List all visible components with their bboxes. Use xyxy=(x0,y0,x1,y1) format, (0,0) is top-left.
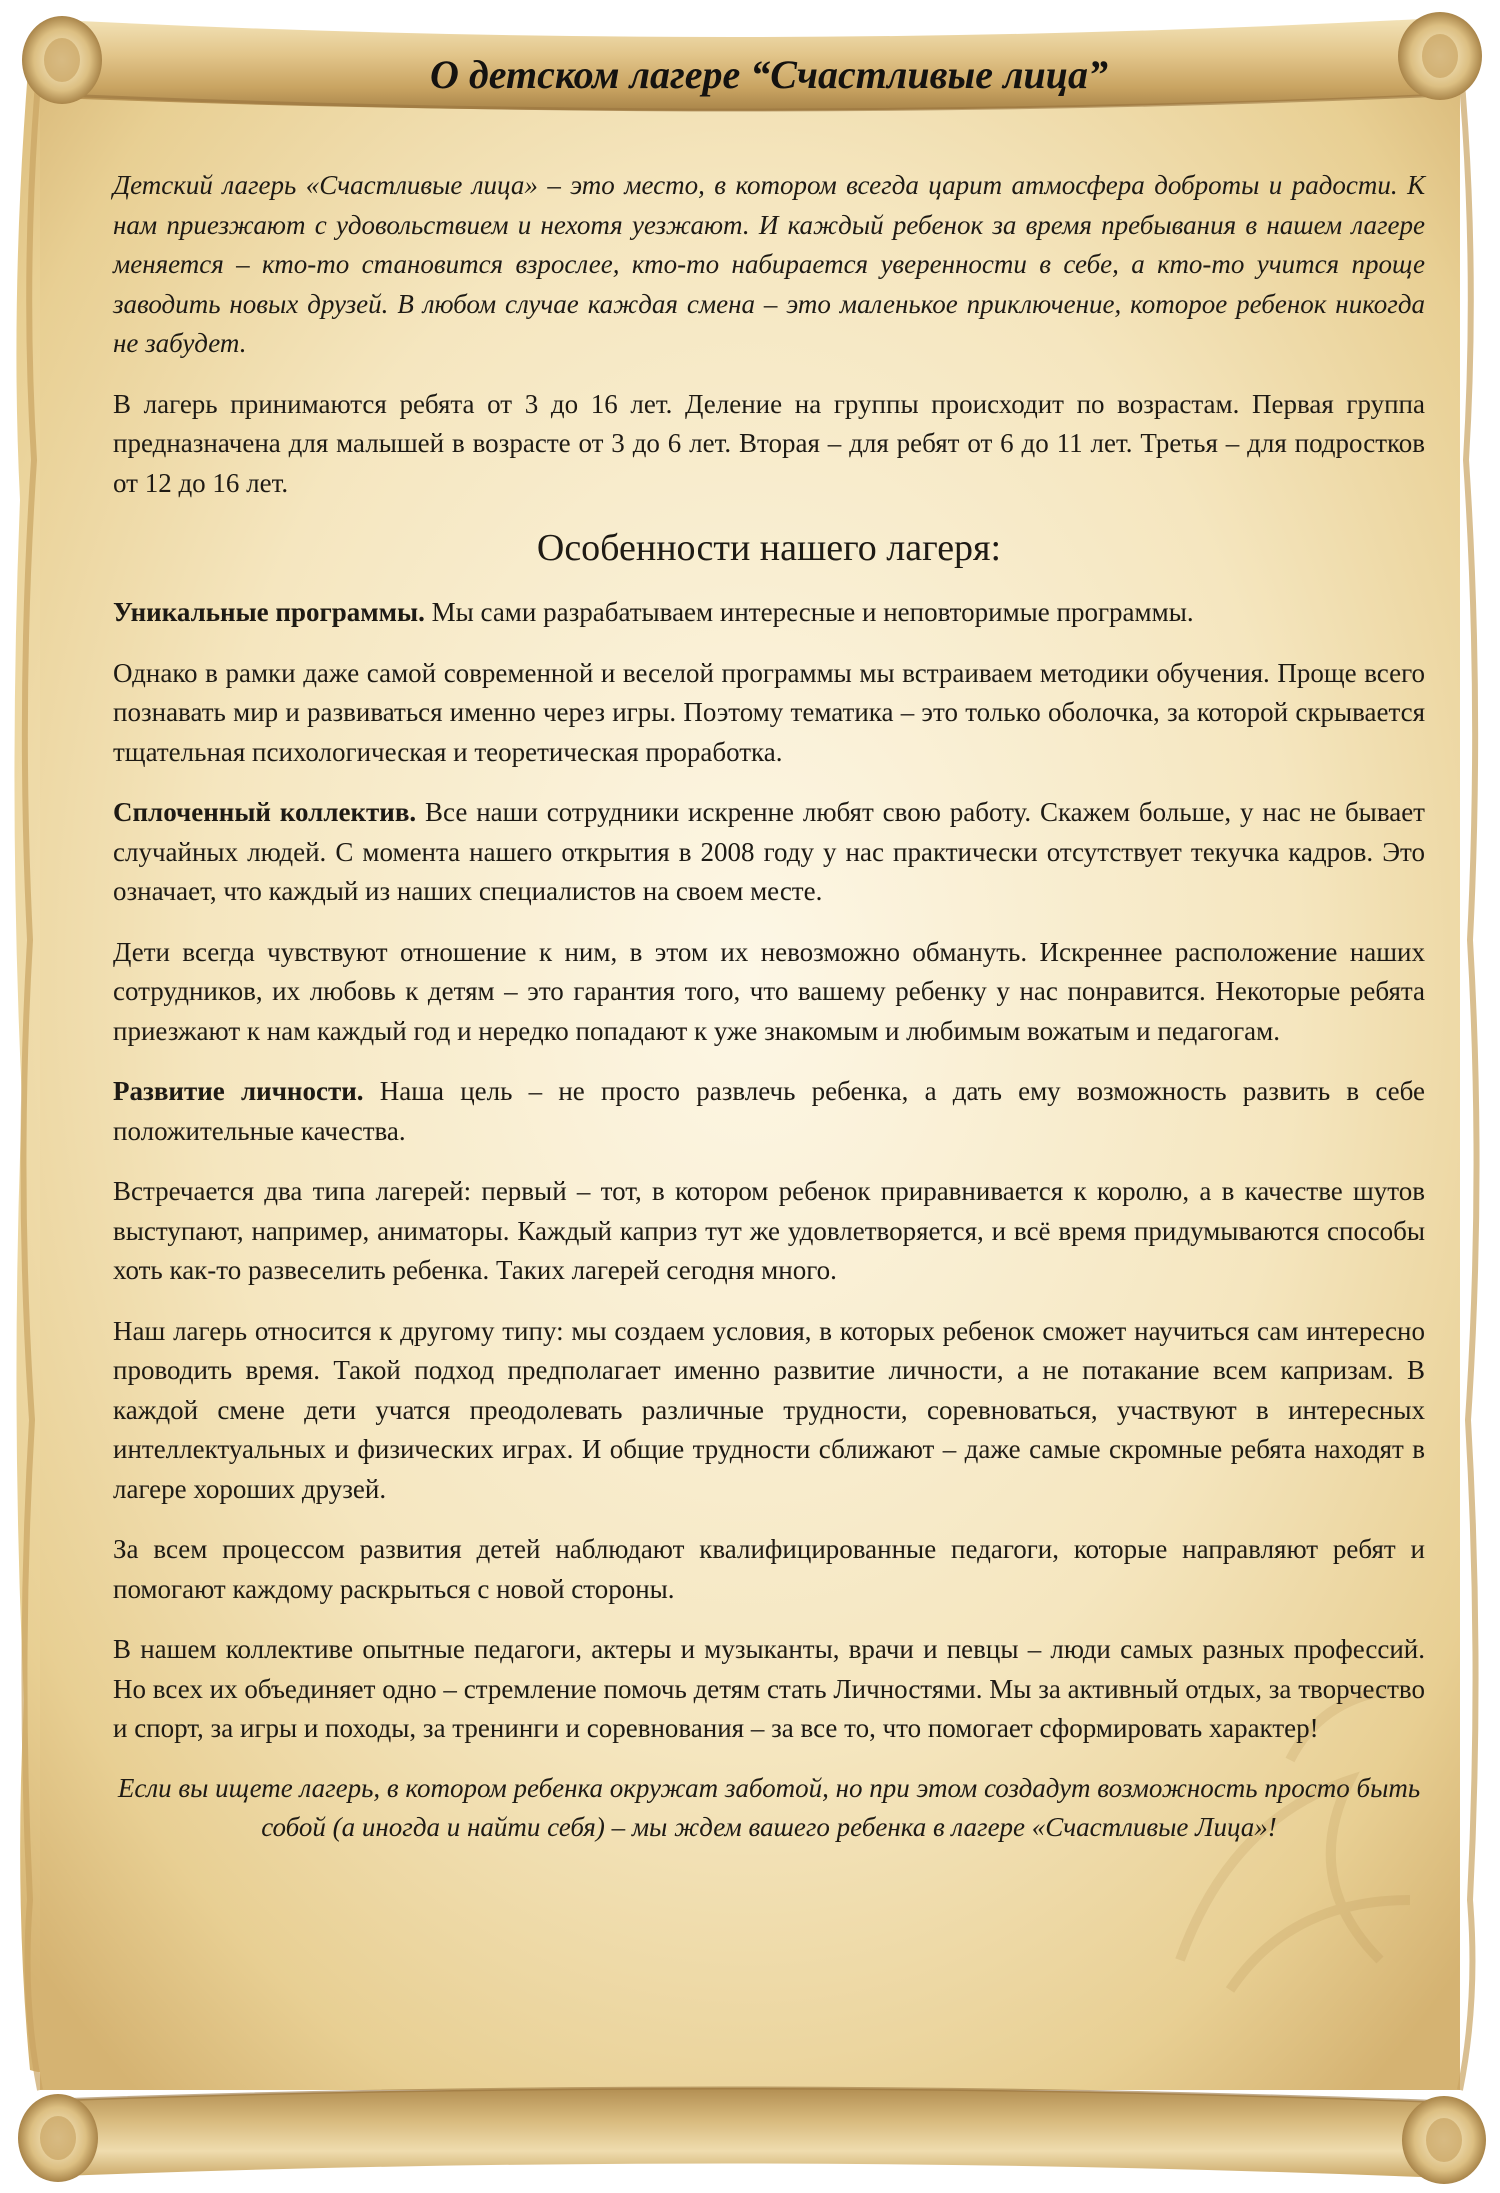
programs-lead: Уникальные программы. xyxy=(113,597,425,627)
age-groups-paragraph: В лагерь принимаются ребята от 3 до 16 лет. Деление на группы происходит по возрастам. Первая группа предназначена для малышей в возрасте от 3 до 6 лет. Вторая – для ребят от 6 до 11 лет. Третья – для подростков от 12 до 16 лет. xyxy=(113,388,1425,498)
teachers-paragraph: За всем процессом развития детей наблюдают квалифицированные педагоги, которые направляют ребят и помогают каждому раскрыться с новой стороны. xyxy=(113,1534,1425,1604)
camp-types-paragraph: Встречается два типа лагерей: первый – тот, в котором ребенок приравнивается к королю, а в качестве шутов выступают, например, аниматоры. Каждый каприз тут же удовлетворяется, и всё время придумываются способы хоть как-то развеселить ребенка. Таких лагерей сегодня много. xyxy=(113,1176,1425,1285)
team-text: Все наши сотрудники искренне любят свою работу. Скажем больше, у нас не бывает случайных людей. С момента нашего открытия в 2008 году у нас практически отсутствует текучка кадров. Это означает, что каждый из наших специалистов на своем месте. xyxy=(113,797,1425,906)
programs-paragraph xyxy=(113,593,1425,633)
development-paragraph xyxy=(113,1072,1425,1151)
programs-text: Мы сами разрабатываем интересные и неповторимые программы. xyxy=(424,597,1194,627)
team-lead: Сплоченный коллектив. xyxy=(113,797,417,827)
intro-paragraph: Детский лагерь «Счастливые лица» – это место, в котором всегда царит атмосфера доброты и радости. К нам приезжают с удовольствием и нехотя уезжают. И каждый ребенок за время пребывания в нашем лагере меняется – кто-то становится взрослее, кто-то набирается уверенности в себе, а кто-то учится проще заводить новых друзей. В любом случае каждая смена – это маленькое приключение, которое ребенок никогда не забудет. xyxy=(113,170,1425,358)
features-heading: Особенности нашего лагеря: xyxy=(536,527,1002,569)
development-lead: Развитие личности. xyxy=(113,1076,364,1106)
document-title: О детском лагере “Счастливые лица” xyxy=(430,52,1108,97)
team-paragraph xyxy=(113,793,1425,912)
staff-paragraph: В нашем коллективе опытные педагоги, актеры и музыканты, врачи и певцы – люди самых разных профессий. Но всех их объединяет одно – стремление помочь детям стать Личностями. Мы за активный отдых, за творчество и спорт, за игры и походы, за тренинги и соревнования – за все то, что помогает сформировать характер! xyxy=(113,1634,1425,1743)
closing-paragraph: Если вы ищете лагерь, в котором ребенка окружат заботой, но при этом создадут возможность просто быть собой (а иногда и найти себя) – мы ждем вашего ребенка в лагере «Счастливые Лица»! xyxy=(117,1772,1421,1842)
programs-detail-paragraph: Однако в рамки даже самой современной и веселой программы мы встраиваем методики обучения. Проще всего познавать мир и развиваться именно через игры. Поэтому тематика – это только оболочка, за которой скрывается тщательная психологическая и теоретическая проработка. xyxy=(113,657,1425,767)
document-content xyxy=(113,50,1425,1848)
development-text: Наша цель – не просто развлечь ребенка, а дать ему возможность развить в себе положительные качества. xyxy=(113,1076,1425,1146)
team-detail-paragraph: Дети всегда чувствуют отношение к ним, в этом их невозможно обмануть. Искреннее расположение наших сотрудников, их любовь к детям – это гарантия того, что вашему ребенку у нас понравится. Некоторые ребята приезжают к нам каждый год и нередко попадают к уже знакомым и любимым вожатым и педагогам. xyxy=(113,936,1425,1046)
our-type-paragraph: Наш лагерь относится к другому типу: мы создаем условия, в которых ребенок сможет научиться сам интересно проводить время. Такой подход предполагает именно развитие личности, а не потакание всем капризам. В каждой смене дети учатся преодолевать различные трудности, соревноваться, участвуют в интересных интеллектуальных и физических играх. И общие трудности сближают – даже самые скромные ребята находят в лагере хороших друзей. xyxy=(113,1315,1425,1504)
